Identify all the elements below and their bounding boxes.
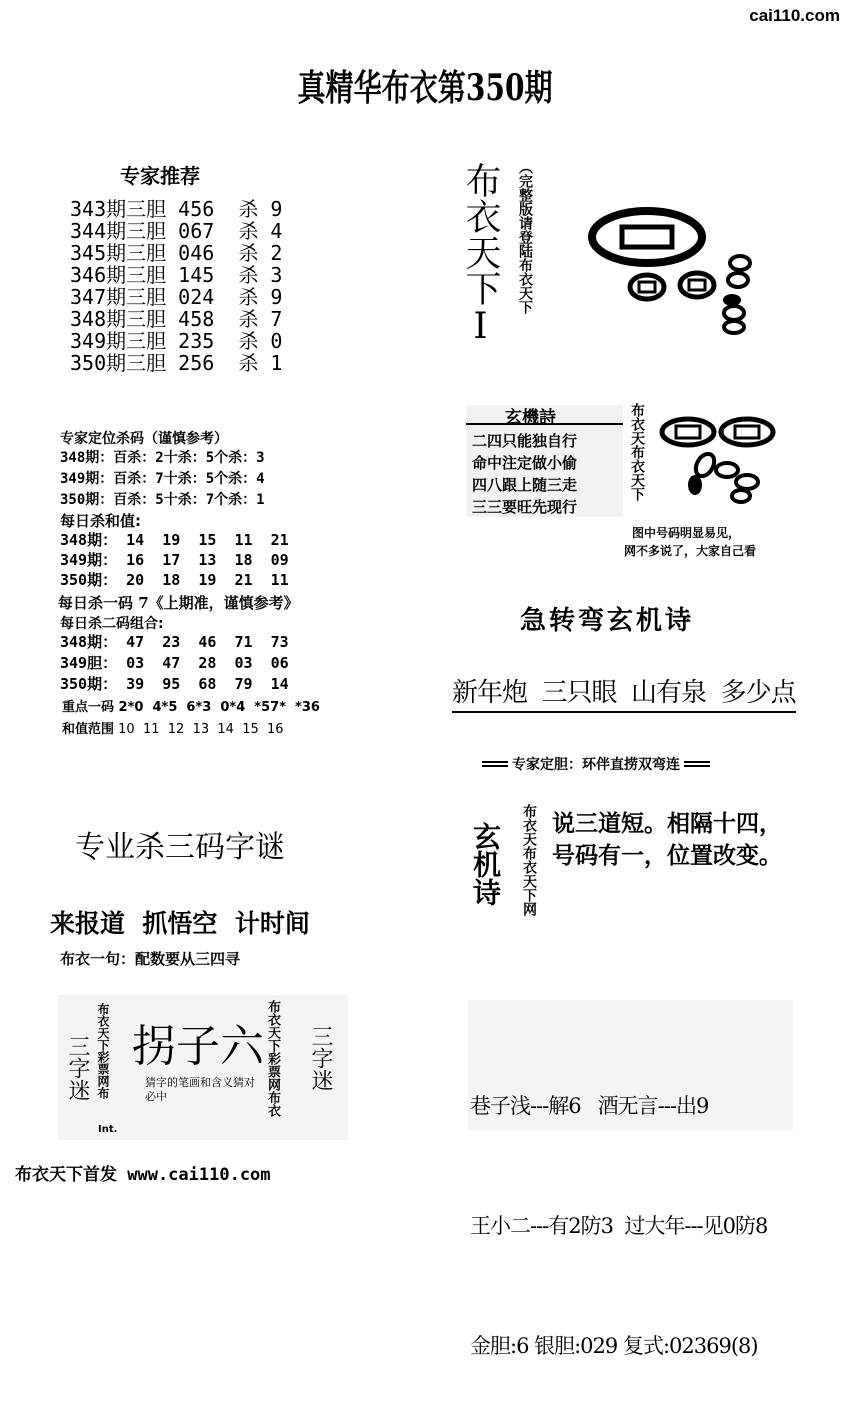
combo-rows: [60, 632, 289, 695]
sum-rows: [60, 530, 289, 590]
small-vert-note: （完整版请登陆布衣天下: [517, 160, 533, 314]
xj-vert: 玄机诗: [469, 822, 502, 906]
expert-header: 专家推荐: [120, 164, 200, 188]
footer: 布衣天下首发 www.cai110.com: [15, 1165, 271, 1185]
focus-value: 2*0 4*5 6*3 0*4 *57* *36: [118, 700, 320, 715]
combo-row: 348期： 47 23 46 71 73: [60, 633, 289, 651]
xuanji-line: 四八跟上随三走: [472, 476, 578, 494]
dan-header: 专家定胆：环伴直捞双弯连: [512, 757, 680, 773]
sum-row: 348期： 14 19 15 11 21: [60, 531, 289, 549]
xuanji-line: 三三要旺先现行: [472, 498, 578, 516]
range-value: 10 11 12 13 14 15 16: [118, 722, 284, 737]
xuanji-line: 命中注定做小偷: [472, 454, 578, 472]
riddle-vert-left: 三字迷: [65, 1035, 90, 1101]
final-line: 巷子浅---解6 酒无言---出9: [470, 1094, 709, 1118]
focus-label: 重点一码: [62, 700, 115, 715]
list-item: 348期三胆 458 杀 7: [70, 307, 283, 331]
list-item: 343期三胆 456 杀 9: [70, 197, 283, 221]
watermark: cai110.com: [749, 6, 840, 25]
list-item: 349期三胆 235 杀 0: [70, 329, 283, 353]
final-lines: [470, 1006, 767, 1406]
xuanji-title: 玄機詩: [505, 408, 556, 428]
final-line: 金胆:6 银胆:029 复式:02369(8): [470, 1334, 758, 1358]
coin-image-2: [655, 410, 785, 505]
pic-note-1: 图中号码明显易见，: [632, 526, 741, 540]
pic-note-2: 网不多说了，大家自己看: [624, 544, 757, 558]
position-row: 350期：百杀：5十杀：7个杀：1: [60, 492, 265, 508]
list-item: 350期三胆 256 杀 1: [70, 351, 283, 375]
side-vert: 布衣天布衣天下: [629, 403, 645, 501]
turn-title: 急转弯玄机诗: [520, 606, 695, 636]
xj-line: 号码有一，位置改变。: [552, 842, 782, 869]
page-title: 真精华布衣第350期: [297, 67, 553, 109]
riddle-title: 专业杀三码字谜: [75, 830, 285, 865]
combo-row: 350期： 39 95 68 79 14: [60, 675, 289, 693]
big-vert-title: 布衣天下I: [460, 162, 501, 347]
rule-right: [684, 761, 710, 767]
riddle-big: 拐子六: [132, 1021, 264, 1072]
list-item: 347期三胆 024 杀 9: [70, 285, 283, 309]
xuanji-line: 二四只能独自行: [472, 432, 578, 450]
xj-lines: [552, 808, 782, 872]
dan-header-row: [482, 754, 772, 774]
riddle-vert-right: 布衣天下彩票网布衣: [265, 1000, 280, 1117]
final-line: 王小二---有2防3 过大年---见0防8: [470, 1214, 768, 1238]
sum-row: 349期： 16 17 13 18 09: [60, 551, 289, 569]
sum-row: 350期： 20 18 19 21 11: [60, 571, 289, 589]
focus-row: [62, 696, 320, 715]
position-row: 349期：百杀：7十杀：5个杀：4: [60, 471, 265, 487]
expert-list: [70, 198, 282, 374]
list-item: 344期三胆 067 杀 4: [70, 219, 283, 243]
riddle-int: Int.: [98, 1124, 118, 1135]
range-row: [62, 718, 284, 737]
turn-line: 新年炮 三只眼 山有泉 多少点: [452, 672, 796, 713]
riddle-vert-mid: 布衣天下彩票网布: [96, 1003, 110, 1099]
rule-left: [482, 761, 508, 767]
position-rows: [60, 448, 265, 511]
sum-header: 每日杀和值:: [60, 512, 141, 530]
kill-one: 每日杀一码 7《上期准，谨慎参考》: [58, 594, 299, 612]
xj-line: 说三道短。相隔十四，: [552, 810, 782, 837]
position-row: 348期：百杀：2十杀：5个杀：3: [60, 450, 265, 466]
buyi-sentence: 布衣一句：配数要从三四寻: [60, 950, 241, 968]
position-header: 专家定位杀码（谨慎参考）: [60, 431, 228, 447]
list-item: 345期三胆 046 杀 2: [70, 241, 283, 265]
riddle-line: 来报道 抓悟空 计时间: [50, 909, 310, 938]
xuanji-lines: [472, 430, 577, 518]
xj-small-vert: 布衣天布衣天下网: [521, 804, 537, 916]
combo-row: 349胆： 03 47 28 03 06: [60, 654, 289, 672]
list-item: 346期三胆 145 杀 3: [70, 263, 283, 287]
range-label: 和值范围: [62, 722, 115, 737]
coin-image-1: [582, 205, 782, 340]
riddle-note: 猜字的笔画和含义猜对必中: [145, 1076, 255, 1103]
riddle-vert-right2: 三字迷: [308, 1025, 333, 1091]
combo-header: 每日杀二码组合:: [60, 616, 164, 632]
